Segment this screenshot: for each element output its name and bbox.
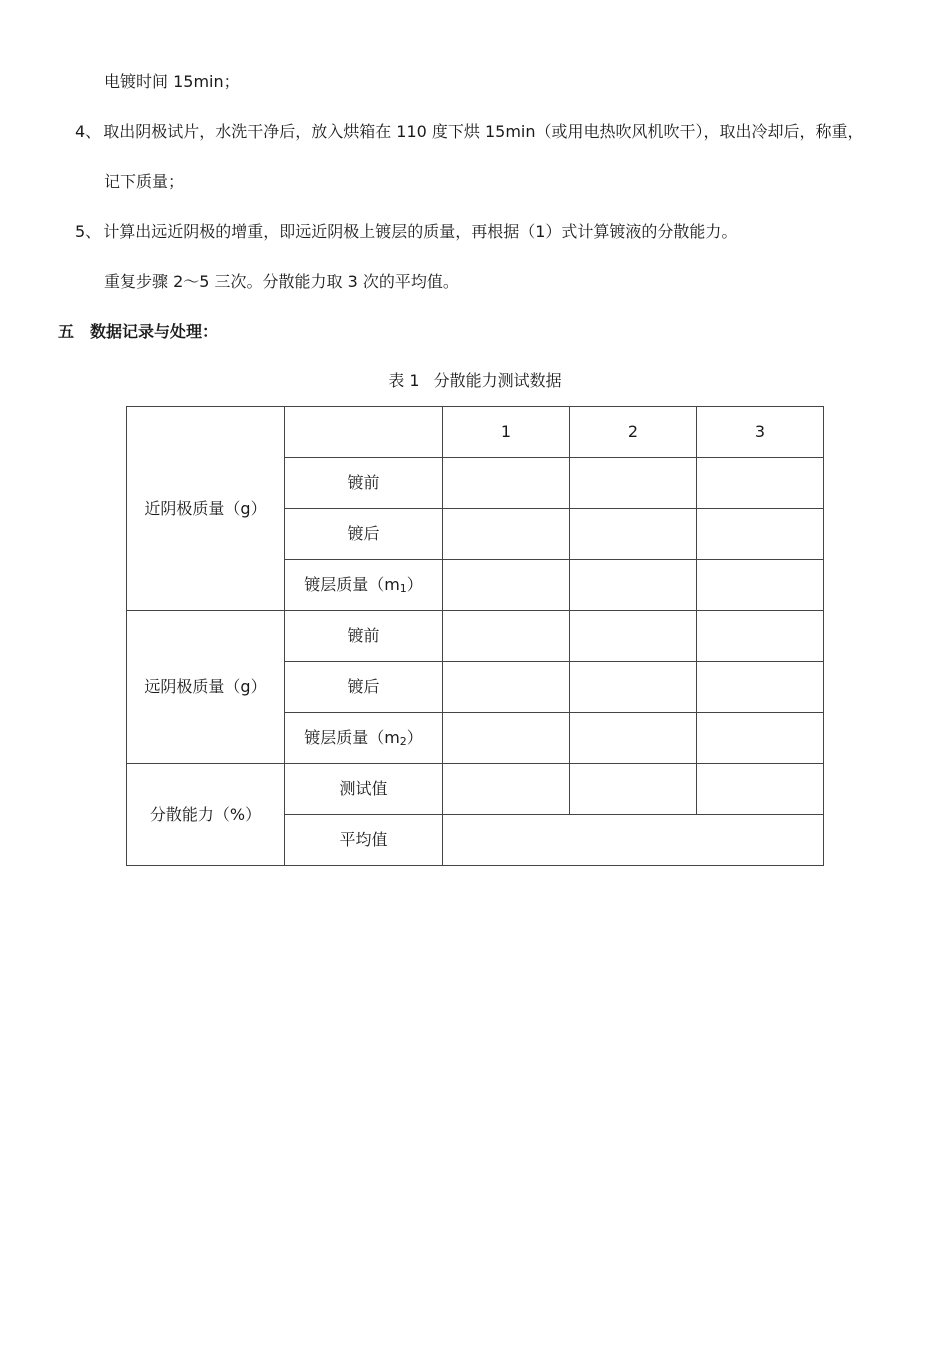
table-cell bbox=[697, 662, 824, 713]
far-layer-mass-label bbox=[285, 713, 443, 764]
near-layer-mass-label bbox=[285, 560, 443, 611]
table-cell bbox=[443, 458, 570, 509]
far-after-label: 镀后 bbox=[285, 662, 443, 713]
far-cathode-label: 远阴极质量（g） bbox=[127, 611, 285, 764]
table-cell bbox=[570, 662, 697, 713]
table-cell bbox=[697, 611, 824, 662]
table-cell bbox=[570, 458, 697, 509]
table-caption bbox=[0, 371, 950, 391]
table-cell bbox=[443, 662, 570, 713]
step-4-continuation: 记下质量； bbox=[104, 172, 185, 191]
table-cell bbox=[443, 509, 570, 560]
step-4 bbox=[75, 122, 864, 142]
table-cell bbox=[570, 713, 697, 764]
table-cell bbox=[697, 764, 824, 815]
table-number: 表 1 bbox=[388, 371, 420, 390]
step-5-number: 5、 bbox=[75, 222, 102, 241]
header-trial-3: 3 bbox=[697, 407, 824, 458]
near-layer-prefix: 镀层质量（m bbox=[304, 575, 400, 594]
test-value-label: 测试值 bbox=[285, 764, 443, 815]
table-cell bbox=[697, 713, 824, 764]
throwing-power-label: 分散能力（%） bbox=[127, 764, 285, 866]
section-heading bbox=[58, 322, 218, 342]
step-5-text: 计算出远近阴极的增重，即远近阴极上镀层的质量，再根据（1）式计算镀液的分散能力。 bbox=[103, 222, 738, 241]
table-row bbox=[127, 407, 824, 458]
header-trial-2: 2 bbox=[570, 407, 697, 458]
repeat-note: 重复步骤 2～5 三次。分散能力取 3 次的平均值。 bbox=[104, 272, 459, 291]
average-value-label: 平均值 bbox=[285, 815, 443, 866]
table-cell bbox=[570, 560, 697, 611]
table-row bbox=[127, 611, 824, 662]
near-cathode-label: 近阴极质量（g） bbox=[127, 407, 285, 611]
table-cell bbox=[570, 611, 697, 662]
header-trial-1: 1 bbox=[443, 407, 570, 458]
table-cell bbox=[570, 509, 697, 560]
table-cell bbox=[443, 713, 570, 764]
electroplating-time-line: 电镀时间 15min； bbox=[104, 72, 240, 91]
table-row bbox=[127, 764, 824, 815]
header-blank-cell bbox=[285, 407, 443, 458]
far-before-label: 镀前 bbox=[285, 611, 443, 662]
near-after-label: 镀后 bbox=[285, 509, 443, 560]
near-layer-suffix: ） bbox=[406, 575, 423, 594]
step-4-text: 取出阴极试片，水洗干净后，放入烘箱在 110 度下烘 15min（或用电热吹风机吹干），取出冷却后，称重， bbox=[103, 122, 864, 141]
near-layer-subscript: 1 bbox=[399, 582, 407, 595]
far-layer-suffix: ） bbox=[406, 728, 423, 747]
table-cell bbox=[443, 764, 570, 815]
section-title: 数据记录与处理： bbox=[90, 322, 219, 341]
throwing-power-table bbox=[126, 406, 824, 866]
table-cell bbox=[570, 764, 697, 815]
table-cell bbox=[697, 458, 824, 509]
near-before-label: 镀前 bbox=[285, 458, 443, 509]
table-cell bbox=[443, 611, 570, 662]
far-layer-subscript: 2 bbox=[399, 735, 407, 748]
table-cell bbox=[697, 560, 824, 611]
step-5 bbox=[75, 222, 737, 242]
table-cell bbox=[443, 560, 570, 611]
average-value-cell bbox=[443, 815, 824, 866]
section-number: 五 bbox=[58, 322, 75, 341]
table-cell bbox=[697, 509, 824, 560]
table-title: 分散能力测试数据 bbox=[433, 371, 562, 390]
far-layer-prefix: 镀层质量（m bbox=[304, 728, 400, 747]
step-4-number: 4、 bbox=[75, 122, 102, 141]
